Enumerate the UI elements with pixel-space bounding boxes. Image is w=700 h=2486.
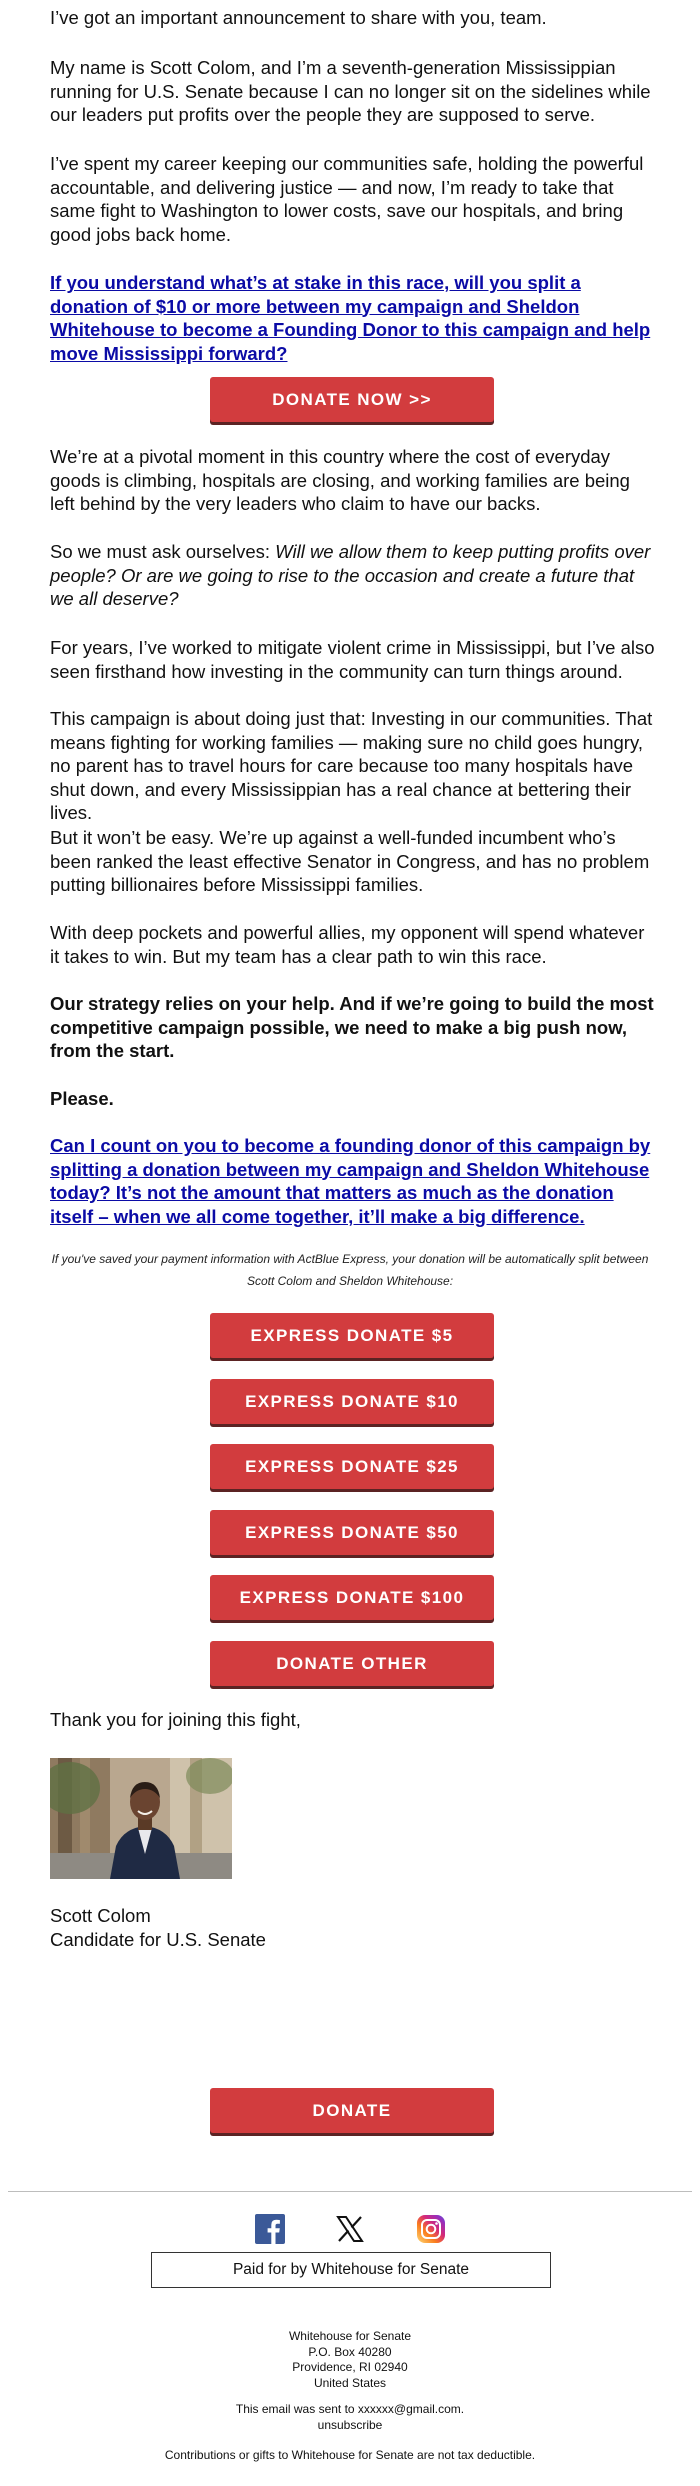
express-donate-5-button[interactable]: EXPRESS DONATE $5 (210, 1313, 494, 1358)
paragraph-deep-pockets: With deep pockets and powerful allies, my opponent will spend whatever it takes to win. But my team has a clear path to win this race. (50, 922, 645, 967)
donate-other-button[interactable]: DONATE OTHER (210, 1641, 494, 1686)
address-country: United States (313, 2375, 387, 2390)
express-donate-25-button[interactable]: EXPRESS DONATE $25 (210, 1444, 494, 1489)
ask-prefix: So we must ask ourselves: (50, 541, 276, 562)
intro-text: I’ve got an important announcement to share with you, team. (50, 7, 547, 28)
paragraph-campaign-purpose: This campaign is about doing just that: Investing in our communities. That means fighting for working families — making sure no child goes hungry, no parent has to travel hours for care because too many hospitals have shut down, and every Mississippian has a real chance at bettering their lives. (50, 708, 653, 823)
address-city: Providence, RI 02940 (292, 2360, 408, 2374)
footer-divider (8, 2191, 692, 2192)
unsubscribe-link[interactable]: unsubscribe (317, 2417, 383, 2432)
paragraph-incumbent: But it won’t be easy. We’re up against a well-funded incumbent who’s been ranked the least effective Senator in Congress, and has no problem putting billionaires before Mississippi families. (50, 827, 650, 895)
x-icon[interactable] (333, 2212, 367, 2246)
paragraph-pivotal-moment: We’re at a pivotal moment in this country where the cost of everyday goods is climbing, hospitals are closing, and working families are being left behind by the very leaders who claim to have our backs. (50, 446, 630, 514)
candidate-photo (50, 1758, 232, 1879)
cta-link-count-on-you[interactable] (50, 1134, 656, 1228)
paragraph-intro-name: My name is Scott Colom, and I’m a seventh-generation Mississippian running for U.S. Senate because I can no longer sit on the sidelines while our leaders put profits over the people they are supposed to serve. (50, 57, 651, 125)
signature-name: Scott Colom (50, 1905, 151, 1926)
express-donate-100-button[interactable]: EXPRESS DONATE $100 (210, 1575, 494, 1620)
paid-for-text: Paid for by Whitehouse for Senate (232, 2261, 470, 2278)
address-org: Whitehouse for Senate (288, 2329, 412, 2343)
cta-link-founding-donor-text[interactable]: If you understand what’s at stake in this race, will you split a donation of $10 or more between my campaign and Sheldon Whitehouse to become a Founding Donor to this campaign and help move Mississippi forward? (50, 272, 651, 364)
paragraph-strategy: Our strategy relies on your help. And if we’re going to build the most competitive campaign possible, we need to make a big push now, from the start. (50, 993, 654, 1061)
express-donate-50-button[interactable]: EXPRESS DONATE $50 (210, 1510, 494, 1555)
cta-link-count-on-you-text[interactable]: Can I count on you to become a founding donor of this campaign by splitting a donation between my campaign and Sheldon Whitehouse today? It’s not the amount that matters as much as the donation itself – when we all come together, it’ll make a big difference. (50, 1135, 651, 1227)
email-notice: This email was sent to xxxxxx@gmail.com. (235, 2402, 465, 2416)
express-donate-10-button[interactable]: EXPRESS DONATE $10 (210, 1379, 494, 1424)
donate-now-button[interactable]: DONATE NOW >> (210, 377, 494, 422)
paragraph-please: Please. (50, 1088, 114, 1109)
facebook-icon[interactable] (253, 2212, 287, 2246)
thanks-text: Thank you for joining this fight, (50, 1709, 301, 1730)
cta-link-founding-donor[interactable] (50, 271, 656, 365)
footer-address (0, 2329, 700, 2391)
paragraph-career: I’ve spent my career keeping our communities safe, holding the powerful accountable, and delivering justice — and now, I’m ready to take that same fight to Washington to lower costs, save our hospitals, and bring good jobs back home. (50, 153, 644, 245)
donate-button[interactable]: DONATE (210, 2088, 494, 2133)
express-note: If you've saved your payment information with ActBlue Express, your donation will be automatically split between Scott Colom and Sheldon Whitehouse: (51, 1252, 649, 1288)
address-box: P.O. Box 40280 (308, 2344, 392, 2359)
paragraph-violent-crime: For years, I’ve worked to mitigate violent crime in Mississippi, but I’ve also seen firsthand how investing in the community can turn things around. (50, 637, 655, 682)
instagram-icon[interactable] (414, 2212, 448, 2246)
paid-for-box (151, 2252, 551, 2288)
paragraph-ask-ourselves (50, 540, 656, 611)
ask-question: Will we allow them to keep putting profits over people? Or are we going to rise to the occasion and create a future that we all deserve? (50, 541, 651, 609)
footer-email-notice (0, 2402, 700, 2433)
signature-title: Candidate for U.S. Senate (50, 1929, 266, 1950)
footer-disclaimer: Contributions or gifts to Whitehouse for Senate are not tax deductible. (164, 2448, 536, 2462)
